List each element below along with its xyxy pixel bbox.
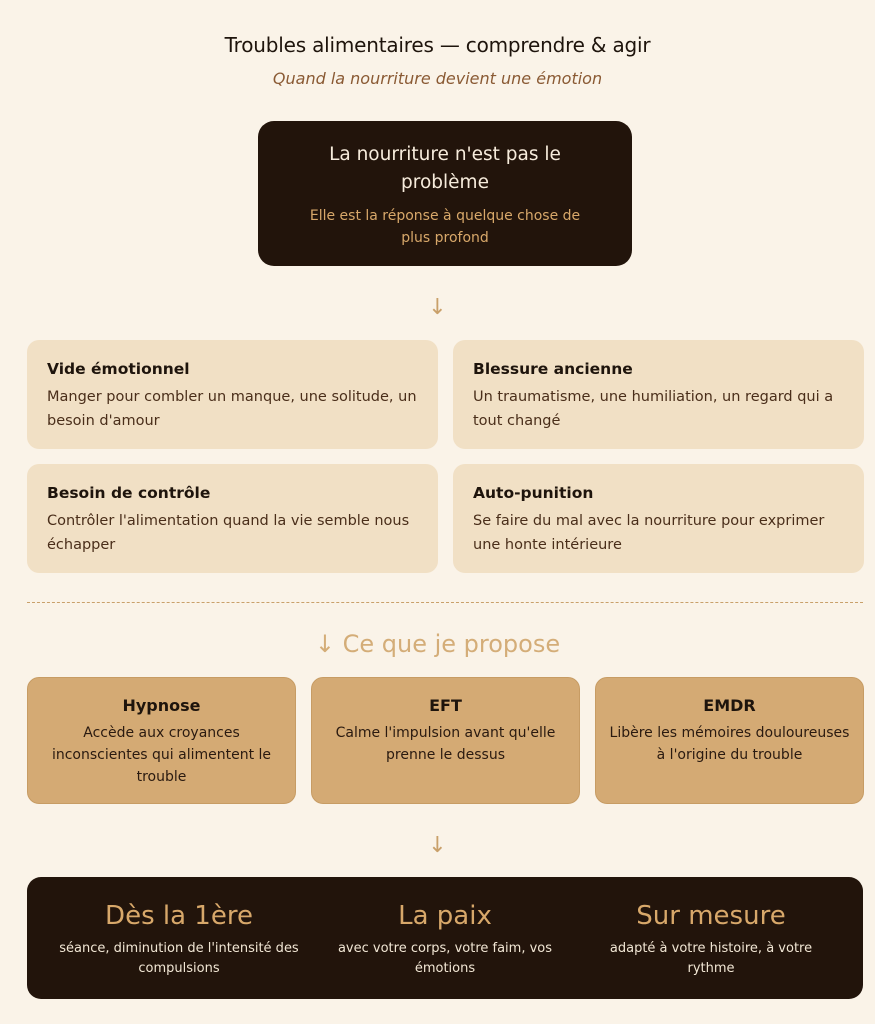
result-first-session (44, 899, 314, 979)
cause-text: Se faire du mal avec la nourriture pour exprimer une honte intérieure (473, 513, 825, 553)
cause-title: Vide émotionnel (47, 360, 190, 378)
cause-text: Un traumatisme, une humiliation, un regard qui a tout changé (473, 389, 834, 429)
cause-text: Manger pour combler un manque, une solitude, un besoin d'amour (47, 389, 417, 429)
result-label: séance, diminution de l'intensité des compulsions (59, 941, 299, 976)
result-value: La paix (398, 901, 492, 931)
technique-card-eft (311, 677, 580, 804)
result-label: avec votre corps, votre faim, vos émotions (337, 941, 553, 976)
cause-text: Contrôler l'alimentation quand la vie semble nous échapper (47, 513, 410, 553)
result-custom (576, 899, 846, 979)
cause-card-vide-emotionnel (27, 340, 438, 449)
cause-card-besoin-de-controle (27, 464, 438, 573)
page-subtitle: Quand la nourriture devient une émotion (272, 69, 603, 88)
propose-heading: ↓ Ce que je propose (314, 630, 561, 658)
page-title: Troubles alimentaires — comprendre & agir (224, 33, 651, 57)
hero-subtitle: Elle est la réponse à quelque chose de plus profond (309, 208, 581, 246)
hero-title: La nourriture n'est pas le problème (329, 144, 561, 193)
technique-card-emdr (595, 677, 864, 804)
cause-title: Besoin de contrôle (47, 484, 211, 502)
technique-text: Accède aux croyances inconscientes qui alimentent le trouble (51, 725, 272, 785)
section-divider (27, 602, 863, 603)
technique-text: Libère les mémoires douloureuses à l'origine du trouble (609, 725, 850, 763)
arrow-down-icon: ↓ (428, 295, 447, 320)
cause-title: Auto-punition (473, 484, 594, 502)
technique-title: Hypnose (122, 696, 201, 715)
technique-title: EMDR (703, 696, 756, 715)
result-label: adapté à votre histoire, à votre rythme (609, 941, 813, 976)
result-value: Sur mesure (636, 901, 786, 931)
arrow-down-icon: ↓ (428, 833, 447, 858)
result-value: Dès la 1ère (105, 901, 253, 931)
cause-card-auto-punition (453, 464, 864, 573)
results-banner (27, 877, 863, 999)
technique-title: EFT (429, 696, 462, 715)
technique-card-hypnose (27, 677, 296, 804)
result-peace (310, 899, 580, 979)
cause-title: Blessure ancienne (473, 360, 633, 378)
cause-card-blessure-ancienne (453, 340, 864, 449)
hero-box (258, 121, 632, 266)
technique-text: Calme l'impulsion avant qu'elle prenne le dessus (335, 725, 556, 763)
